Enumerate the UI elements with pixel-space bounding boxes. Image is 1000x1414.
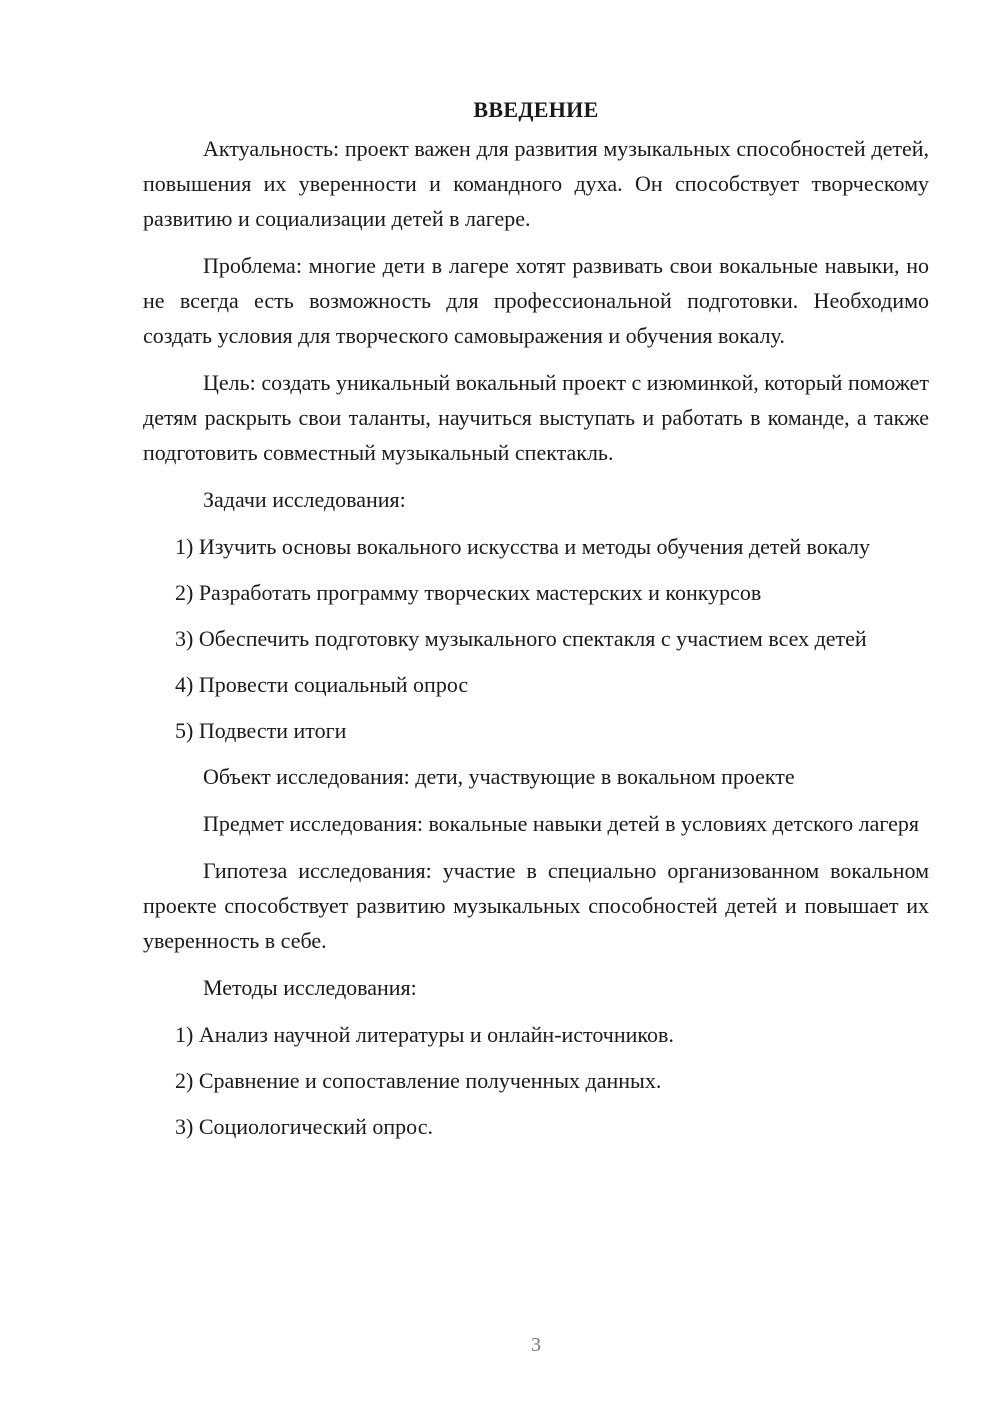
method-item: 3) Социологический опрос. bbox=[175, 1114, 433, 1139]
tasks-heading: Задачи исследования: bbox=[203, 487, 406, 512]
goal-paragraph: Цель: создать уникальный вокальный проект с изюминкой, который поможет детям раскрыть свои таланты, научиться выступать и работать в команде, а также подготовить совместный музыкальный спектакль. bbox=[143, 370, 929, 465]
methods-heading: Методы исследования: bbox=[203, 975, 417, 1000]
document-page bbox=[143, 92, 929, 1155]
task-item: 4) Провести социальный опрос bbox=[175, 672, 469, 697]
task-item: 5) Подвести итоги bbox=[175, 718, 347, 743]
subject-paragraph: Предмет исследования: вокальные навыки детей в условиях детского лагеря bbox=[203, 811, 920, 836]
method-item: 2) Сравнение и сопоставление полученных данных. bbox=[175, 1068, 662, 1093]
hypothesis-paragraph: Гипотеза исследования: участие в специально организованном вокальном проекте способствует развитию музыкальных способностей детей и повышает их уверенность в себе. bbox=[143, 858, 929, 953]
section-title: ВВЕДЕНИЕ bbox=[473, 97, 599, 122]
problem-paragraph: Проблема: многие дети в лагере хотят развивать свои вокальные навыки, но не всегда есть возможность для профессиональной подготовки. Необходимо создать условия для творческого самовыражения и обучения вокалу. bbox=[143, 253, 929, 348]
task-item: 1) Изучить основы вокального искусства и методы обучения детей вокалу bbox=[175, 534, 871, 559]
object-paragraph: Объект исследования: дети, участвующие в вокальном проекте bbox=[203, 764, 795, 789]
task-item: 2) Разработать программу творческих мастерских и конкурсов bbox=[175, 580, 762, 605]
task-item: 3) Обеспечить подготовку музыкального спектакля с участием всех детей bbox=[175, 626, 867, 651]
method-item: 1) Анализ научной литературы и онлайн-источников. bbox=[175, 1022, 674, 1047]
relevance-paragraph: Актуальность: проект важен для развития музыкальных способностей детей, повышения их уверенности и командного духа. Он способствует творческому развитию и социализации детей в лагере. bbox=[143, 136, 929, 231]
page-number: 3 bbox=[531, 1334, 541, 1356]
